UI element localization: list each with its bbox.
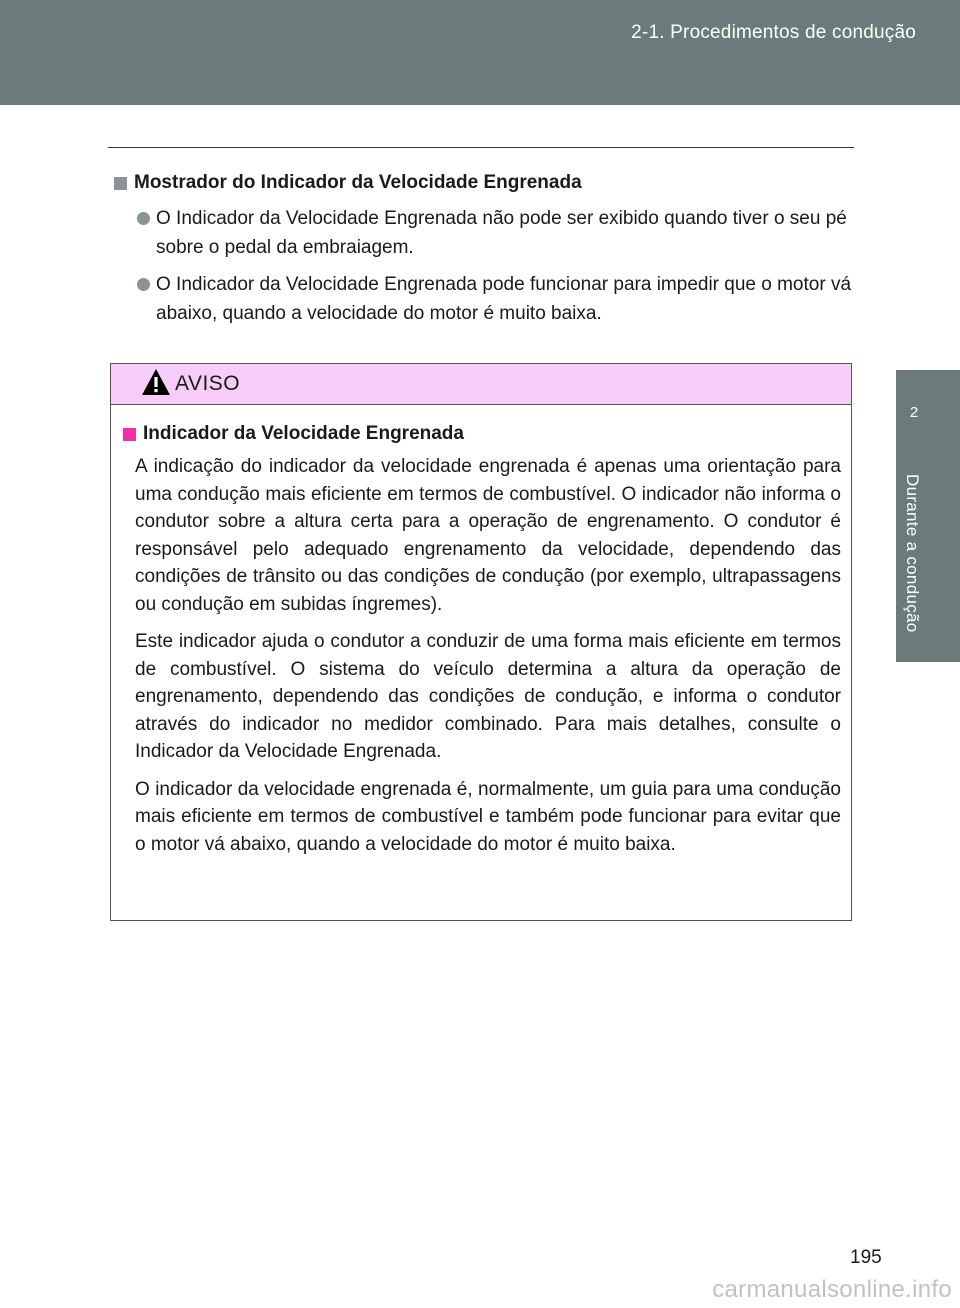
warning-paragraph: Este indicador ajuda o condutor a conduzir de uma forma mais eficiente em termos de combustível. O sistema do veículo determina a altura da operação de engrenamento, dependendo das condições de condução, e informa o condutor através do indicador no medidor combinado. Para mais detalhes, consulte o Indicador da Velocidade Engrenada. [135,631,841,762]
chapter-side-tab [896,370,960,662]
divider [108,147,854,148]
page-header [0,0,960,105]
watermark: carmanualsonline.info [712,1276,952,1303]
warning-box [110,363,852,921]
chapter-label: Durante a condução [903,474,922,633]
chapter-number: 2 [909,404,919,421]
page-number: 195 [850,1247,882,1268]
warning-title: AVISO [175,372,241,395]
warning-subheading [123,423,841,445]
warning-paragraph: O indicador da velocidade engrenada é, normalmente, um guia para uma condução mais eficiente em termos de combustível e também pode funcionar para evitar que o motor vá abaixo, quando a velocidade do motor é muito baixa. [135,778,841,855]
warning-body [111,405,851,858]
round-bullet-icon [137,278,150,291]
chapter-title: 2-1. Procedimentos de condução [631,22,916,43]
section-heading [114,172,854,194]
round-bullet-icon [137,212,150,225]
warning-paragraph: A indicação do indicador da velocidade engrenada é apenas uma orientação para uma condução mais eficiente em termos de combustível. O indicador não informa o condutor sobre a altura certa para a operação de engrenamento. O condutor é responsável pelo adequado engrenamento da velocidade, dependendo das condições de trânsito ou das condições de condução (por exemplo, ultrapassagens ou condução em subidas íngremes). [135,456,841,615]
list-item-text: O Indicador da Velocidade Engrenada pode funcionar para impedir que o motor vá abaixo, quando a velocidade do motor é muito baixa. [156,274,852,324]
warning-triangle-icon [141,368,171,396]
info-section [114,172,854,336]
square-bullet-icon [114,177,127,190]
section-heading-text: Mostrador do Indicador da Velocidade Engrenada [134,172,582,193]
list-item-text: O Indicador da Velocidade Engrenada não pode ser exibido quando tiver o seu pé sobre o pedal da embraiagem. [156,208,847,258]
list-item [137,204,854,262]
list-item [137,270,854,328]
square-bullet-icon [123,428,136,441]
warning-subheading-text: Indicador da Velocidade Engrenada [143,423,464,444]
warning-header [111,364,851,405]
